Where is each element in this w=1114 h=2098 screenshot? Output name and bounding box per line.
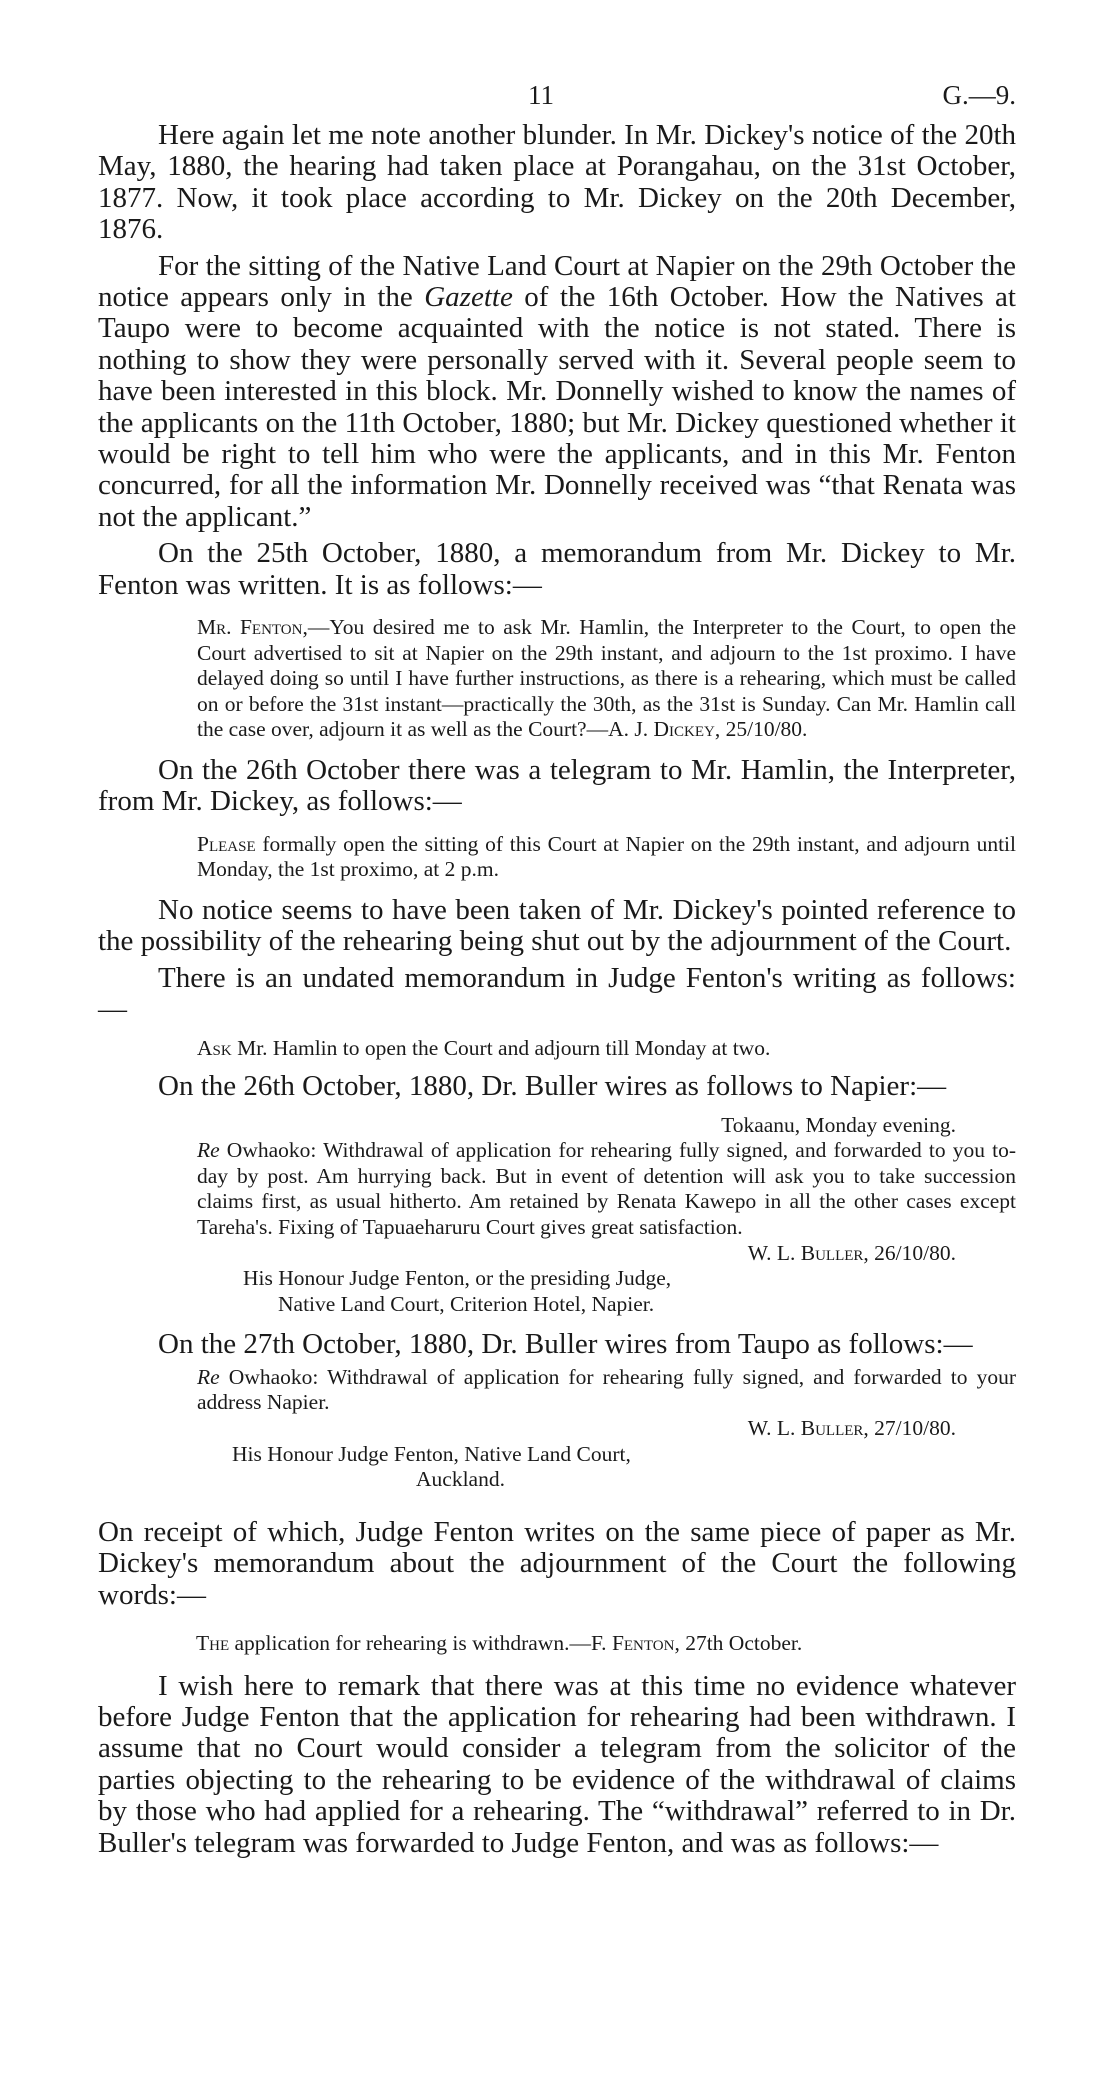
memo-text: Mr. Hamlin to open the Court and adjourn till Monday at two. (231, 1035, 771, 1060)
memo-text: application for rehearing is withdrawn.—F. (229, 1631, 612, 1656)
sign-name: Buller (800, 1240, 864, 1265)
document-reference: G.—9. (942, 80, 1016, 110)
re-italic: Re (197, 1138, 220, 1163)
telegram-text: Owhaoko: Withdrawal of application for rehearing fully signed, and forwarded to you to-day by post. Am hurrying back. But in event of detention will ask you to take succession claims first, as usual hitherto. Am retained by Renata Kawepo in all the other cases except Tareha's. Fixing of Tapuaeharuru Court gives great satisfaction. (197, 1138, 1016, 1240)
page-number: 11 (528, 80, 554, 110)
telegram-text: formally open the sitting of this Court at Napier on the 29th instant, and adjourn until Monday, the 1st proximo, at 2 p.m. (197, 831, 1016, 882)
paragraph-buller-taupo: On the 27th October, 1880, Dr. Buller wires from Taupo as follows:— (158, 1328, 973, 1361)
paragraph-blunder: Here again let me note another blunder. In Mr. Dickey's notice of the 20th May, 1880, the hearing had taken place at Porangahau, on the 31st October, 1877. Now, it took place according to Mr. Dickey on the 20th December, 1876. (98, 119, 1016, 246)
sign-date: , 27/10/80. (863, 1416, 956, 1441)
sign-initials: W. L. (747, 1416, 801, 1441)
telegram-signature (98, 1416, 956, 1442)
memorandum-dickey (197, 615, 1016, 743)
telegram-hamlin (197, 832, 1016, 883)
paragraph-fenton-writes: On receipt of which, Judge Fenton writes on the same piece of paper as Mr. Dickey's memorandum about the adjournment of the Court the following words:— (98, 1515, 1016, 1611)
telegram-buller-1 (98, 1113, 1016, 1318)
memo-signature: Fenton (611, 1631, 675, 1656)
paragraph-no-notice: No notice seems to have been taken of Mr. Dickey's pointed reference to the possibility of the rehearing being shut out by the adjournment of the Court. (98, 894, 1016, 958)
paragraph-memorandum-intro: On the 25th October, 1880, a memorandum from Mr. Dickey to Mr. Fenton was written. It is as follows:— (98, 537, 1016, 601)
page-header (98, 80, 1016, 120)
telegram-place: Tokaanu, Monday evening. (721, 1112, 956, 1137)
paragraph-text: For the sitting of the Native Land Court at Napier on the 29th October the notice appears only in the (98, 249, 1016, 314)
memo-lead: The (196, 1631, 230, 1656)
telegram-body (197, 1365, 1016, 1416)
paragraph-telegram-intro: On the 26th October there was a telegram to Mr. Hamlin, the Interpreter, from Mr. Dickey, as follows:— (98, 754, 1016, 818)
memo-lead: Ask (197, 1035, 232, 1060)
telegram-body (197, 1138, 1016, 1240)
telegram-text: Owhaoko: Withdrawal of application for rehearing fully signed, and forwarded to your address Napier. (197, 1364, 1016, 1415)
memo-text: —You desired me to ask Mr. Hamlin, the Interpreter to the Court, to open the Court advertised to sit at Napier on the 29th instant, and adjourn to the 1st proximo. I have delayed doing so until I have further instructions, as there is a rehearing, which must be called on or before the 31st instant—practically the 30th, as the 31st is Sunday. Can Mr. Hamlin call the case over, adjourn it as well as the Court?—A. J. (197, 615, 1016, 742)
telegram-address-line: His Honour Judge Fenton, Native Land Court, (232, 1441, 631, 1466)
memo-date: , 25/10/80. (714, 717, 808, 742)
paragraph-napier-sitting (98, 251, 1016, 534)
telegram-buller-2 (98, 1365, 1016, 1493)
telegram-address-line: Native Land Court, Criterion Hotel, Napier. (278, 1291, 655, 1316)
telegram-signature (98, 1241, 956, 1267)
re-italic: Re (197, 1364, 220, 1389)
document-page (98, 80, 1016, 1859)
memo-lead: Mr. Fenton, (197, 615, 308, 640)
telegram-address-line: His Honour Judge Fenton, or the presiding Judge, (243, 1266, 672, 1291)
sign-name: Buller (800, 1416, 864, 1441)
telegram-lead: Please (197, 831, 256, 856)
sign-date: , 26/10/80. (863, 1240, 956, 1265)
paragraph-buller-napier: On the 26th October, 1880, Dr. Buller wires as follows to Napier:— (158, 1070, 947, 1103)
paragraph-undated-memo: There is an undated memorandum in Judge Fenton's writing as follows:— (98, 961, 1016, 1026)
paragraph-remark: I wish here to remark that there was at this time no evidence whatever before Judge Fenton that the application for rehearing had been withdrawn. I assume that no Court would consider a telegram from the solicitor of the parties objecting to the rehearing to be evidence of the withdrawal of claims by those who had applied for a rehearing. The “withdrawal” referred to in Dr. Buller's telegram was forwarded to Judge Fenton, and was as follows:— (98, 1669, 1016, 1859)
memorandum-fenton-withdrawn (196, 1631, 1016, 1657)
telegram-address-line: Auckland. (416, 1467, 505, 1492)
memo-signature: Dickey (653, 717, 715, 742)
memo-date: , 27th October. (674, 1631, 803, 1656)
sign-initials: W. L. (747, 1240, 801, 1265)
gazette-italic: Gazette (424, 281, 513, 314)
memorandum-fenton-undated (197, 1036, 1016, 1062)
paragraph-text: of the 16th October. How the Natives at Taupo were to become acquainted with the notice is not stated. There is nothing to show they were personally served with it. Several people seem to have been interested in this block. Mr. Donnelly wished to know the names of the applicants on the 11th October, 1880; but Mr. Dickey questioned whether it would be right to tell him who were the applicants, and in this Mr. Fenton concurred, for all the information Mr. Donnelly received was “that Renata was not the applicant.” (98, 281, 1016, 533)
